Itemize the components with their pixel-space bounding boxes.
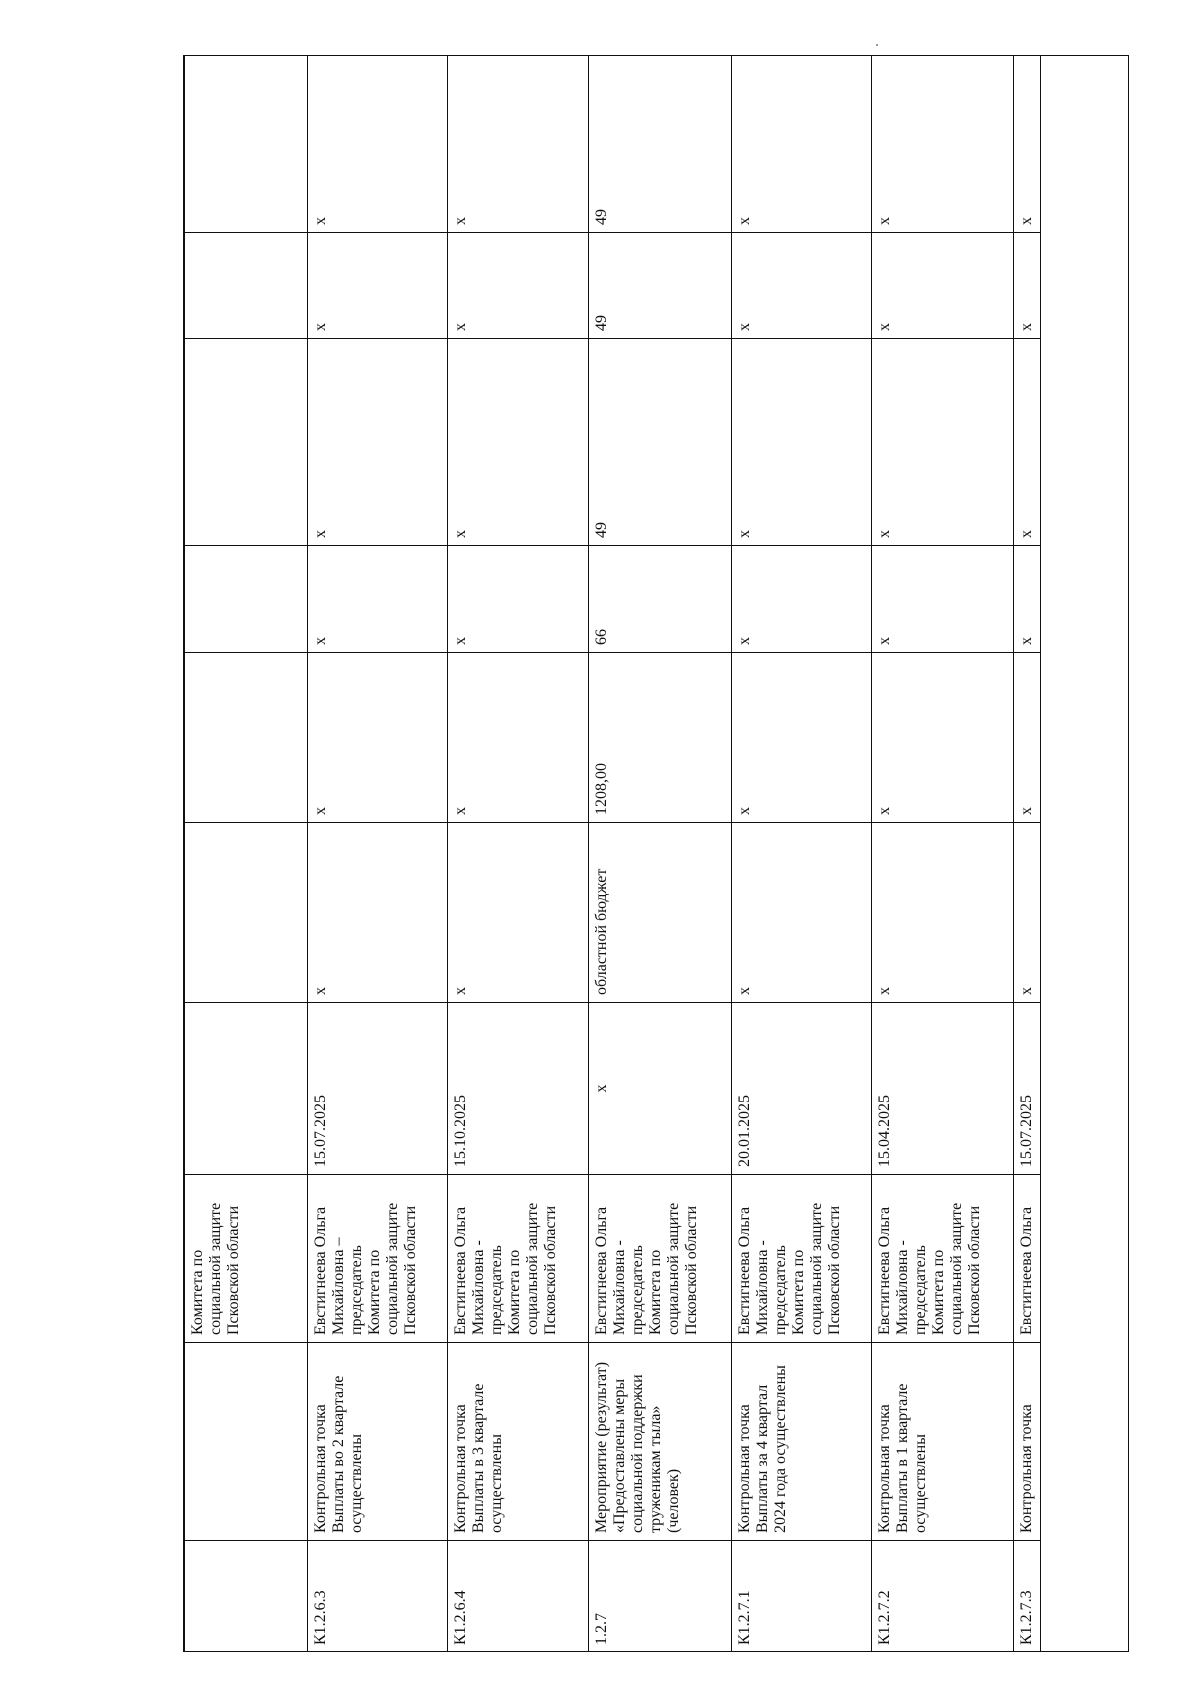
cell-r0-c1: [185, 1343, 308, 1541]
cell-r5-c5: x: [872, 653, 1014, 823]
scan-speck: [876, 44, 878, 46]
cell-r3-c1: Мероприятие (результат) «Предоставлены меры социальной поддержки труженикам тыла» (человек): [589, 1343, 732, 1541]
cell-r2-c1: Контрольная точка Выплаты в 3 квартале осуществлены: [448, 1343, 589, 1541]
cell-r6-c4: x: [1014, 823, 1041, 1003]
cell-r4-c0: К1.2.7.1: [732, 1541, 872, 1653]
cell-r0-c0: [185, 1541, 308, 1653]
cell-r4-c6: x: [732, 546, 872, 653]
cell-r5-c9: x: [872, 56, 1014, 233]
cell-r6-c1: Контрольная точка: [1014, 1343, 1041, 1541]
rotated-table-wrapper: [184, 56, 1129, 1652]
cell-r6-c9: x: [1014, 56, 1041, 233]
cell-r6-c6: x: [1014, 546, 1041, 653]
cell-r5-c4: x: [872, 823, 1014, 1003]
cell-r2-c0: К1.2.6.4: [448, 1541, 589, 1653]
cell-r4-c1: Контрольная точка Выплаты за 4 квартал 2024 года осуществлены: [732, 1343, 872, 1541]
cell-r2-c6: x: [448, 546, 589, 653]
table-row: [1014, 56, 1041, 1653]
table-row: [589, 56, 732, 1653]
cell-r5-c6: x: [872, 546, 1014, 653]
table-row: [732, 56, 872, 1653]
cell-r3-c6: 66: [589, 546, 732, 653]
cell-r6-c2: Евстигнеева Ольга: [1014, 1175, 1041, 1343]
cell-r3-c3: x: [589, 1003, 732, 1175]
cell-r3-c0: 1.2.7: [589, 1541, 732, 1653]
cell-r1-c5: x: [308, 653, 448, 823]
cell-r5-c2: Евстигнеева Ольга Михайловна - председатель Комитета по социальной защите Псковской области: [872, 1175, 1014, 1343]
cell-r3-c5: 1208,00: [589, 653, 732, 823]
cell-r2-c2: Евстигнеева Ольга Михайловна - председатель Комитета по социальной защите Псковской области: [448, 1175, 589, 1343]
program-table: [184, 55, 1041, 1652]
cell-r6-c8: x: [1014, 233, 1041, 339]
table-row: [308, 56, 448, 1653]
cell-r1-c2: Евстигнеева Ольга Михайловна – председатель Комитета по социальной защите Псковской области: [308, 1175, 448, 1343]
cell-r6-c0: К1.2.7.3: [1014, 1541, 1041, 1653]
cell-r0-c6: [185, 546, 308, 653]
cell-r1-c0: К1.2.6.3: [308, 1541, 448, 1653]
cell-r0-c5: [185, 653, 308, 823]
cell-r5-c0: К1.2.7.2: [872, 1541, 1014, 1653]
cell-r5-c8: x: [872, 233, 1014, 339]
cell-r3-c9: 49: [589, 56, 732, 233]
cell-r1-c6: x: [308, 546, 448, 653]
cell-r4-c4: x: [732, 823, 872, 1003]
cell-r2-c4: x: [448, 823, 589, 1003]
document-page: [183, 55, 1129, 1652]
cell-r2-c5: x: [448, 653, 589, 823]
cell-r5-c1: Контрольная точка Выплаты в 1 квартале осуществлены: [872, 1343, 1014, 1541]
cell-r4-c7: x: [732, 339, 872, 546]
cell-r1-c9: x: [308, 56, 448, 233]
cell-r1-c3: 15.07.2025: [308, 1003, 448, 1175]
cell-r0-c9: [185, 56, 308, 233]
cell-r1-c7: x: [308, 339, 448, 546]
table-row: [448, 56, 589, 1653]
cell-r4-c8: x: [732, 233, 872, 339]
cell-r2-c7: x: [448, 339, 589, 546]
cell-r6-c3: 15.07.2025: [1014, 1003, 1041, 1175]
cell-r4-c2: Евстигнеева Ольга Михайловна - председатель Комитета по социальной защите Псковской области: [732, 1175, 872, 1343]
cell-r4-c5: x: [732, 653, 872, 823]
cell-r1-c1: Контрольная точка Выплаты во 2 квартале осуществлены: [308, 1343, 448, 1541]
cell-r3-c2: Евстигнеева Ольга Михайловна - председатель Комитета по социальной защите Псковской области: [589, 1175, 732, 1343]
table-row: [185, 56, 308, 1653]
cell-r3-c4: областной бюджет: [589, 823, 732, 1003]
cell-r0-c3: [185, 1003, 308, 1175]
cell-r2-c3: 15.10.2025: [448, 1003, 589, 1175]
cell-r0-c4: [185, 823, 308, 1003]
cell-r0-c2: Комитета по социальной защите Псковской области: [185, 1175, 308, 1343]
cell-r1-c8: x: [308, 233, 448, 339]
cell-r6-c5: x: [1014, 653, 1041, 823]
cell-r0-c7: [185, 339, 308, 546]
cell-r3-c7: 49: [589, 339, 732, 546]
cell-r0-c8: [185, 233, 308, 339]
cell-r1-c4: x: [308, 823, 448, 1003]
cell-r5-c7: x: [872, 339, 1014, 546]
cell-r4-c3: 20.01.2025: [732, 1003, 872, 1175]
cell-r3-c8: 49: [589, 233, 732, 339]
cell-r5-c3: 15.04.2025: [872, 1003, 1014, 1175]
cell-r6-c7: x: [1014, 339, 1041, 546]
cell-r2-c9: x: [448, 56, 589, 233]
cell-r4-c9: x: [732, 56, 872, 233]
table-row: [872, 56, 1014, 1653]
cell-r2-c8: x: [448, 233, 589, 339]
